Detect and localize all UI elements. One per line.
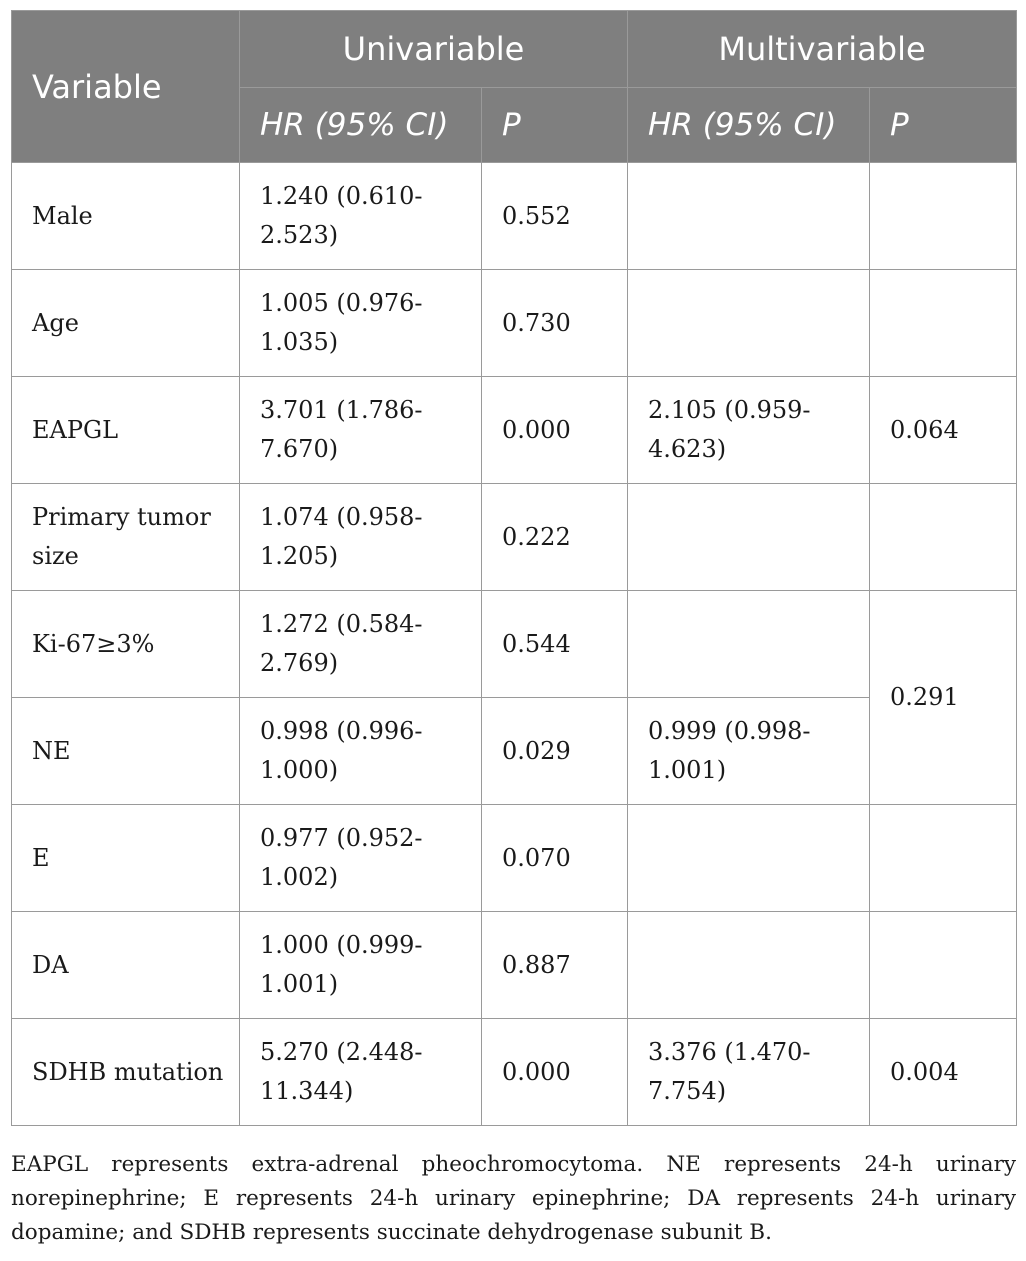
header-multi-p: P — [870, 88, 1017, 163]
cell-multi-hr: 0.999 (0.998-1.001) — [628, 698, 870, 805]
header-row-top — [12, 11, 1017, 88]
table-row — [12, 698, 1017, 805]
cox-regression-table — [11, 10, 1017, 1126]
cell-uni-hr: 1.000 (0.999-1.001) — [240, 912, 482, 1019]
cell-multi-hr — [628, 805, 870, 912]
header-uni-hr: HR (95% CI) — [240, 88, 482, 163]
header-variable: Variable — [12, 11, 240, 163]
header-uni-p: P — [482, 88, 628, 163]
cell-multi-p — [870, 270, 1017, 377]
cell-variable: Ki-67≥3% — [12, 591, 240, 698]
cell-multi-hr — [628, 591, 870, 698]
cell-variable: E — [12, 805, 240, 912]
cell-uni-p: 0.070 — [482, 805, 628, 912]
table-footnote: EAPGL represents extra-adrenal pheochromocytoma. NE represents 24-h urinary norepinephrine; E represents 24-h urinary epinephrine; DA represents 24-h urinary dopamine; and SDHB represents succinate dehydrogenase subunit B. — [11, 1152, 1016, 1245]
cell-uni-p: 0.000 — [482, 1019, 628, 1126]
table-row — [12, 591, 1017, 698]
cell-uni-hr: 0.977 (0.952-1.002) — [240, 805, 482, 912]
cell-multi-p-merged: 0.291 — [870, 591, 1017, 805]
cell-uni-p: 0.552 — [482, 163, 628, 270]
cell-variable: SDHB mutation — [12, 1019, 240, 1126]
cell-multi-hr — [628, 270, 870, 377]
cell-multi-p: 0.064 — [870, 377, 1017, 484]
cell-uni-p: 0.730 — [482, 270, 628, 377]
table-row — [12, 484, 1017, 591]
cell-uni-hr: 1.005 (0.976-1.035) — [240, 270, 482, 377]
cell-uni-p: 0.887 — [482, 912, 628, 1019]
cell-multi-p — [870, 163, 1017, 270]
table-row — [12, 377, 1017, 484]
cell-uni-p: 0.544 — [482, 591, 628, 698]
cell-multi-hr — [628, 912, 870, 1019]
cell-uni-hr: 1.272 (0.584-2.769) — [240, 591, 482, 698]
cell-multi-hr: 3.376 (1.470-7.754) — [628, 1019, 870, 1126]
cell-variable: Primary tumor size — [12, 484, 240, 591]
cell-uni-p: 0.000 — [482, 377, 628, 484]
cell-uni-p: 0.029 — [482, 698, 628, 805]
table-row — [12, 163, 1017, 270]
cell-variable: EAPGL — [12, 377, 240, 484]
cell-multi-hr — [628, 484, 870, 591]
table-row — [12, 805, 1017, 912]
cell-variable: DA — [12, 912, 240, 1019]
cell-uni-hr: 1.074 (0.958-1.205) — [240, 484, 482, 591]
cell-multi-hr — [628, 163, 870, 270]
cell-variable: Male — [12, 163, 240, 270]
header-univariable: Univariable — [240, 11, 628, 88]
table-container — [11, 10, 1016, 1126]
header-multi-hr: HR (95% CI) — [628, 88, 870, 163]
table-row — [12, 270, 1017, 377]
cell-variable: NE — [12, 698, 240, 805]
cell-multi-hr: 2.105 (0.959-4.623) — [628, 377, 870, 484]
cell-variable: Age — [12, 270, 240, 377]
cell-uni-hr: 0.998 (0.996-1.000) — [240, 698, 482, 805]
table-row — [12, 912, 1017, 1019]
cell-multi-p — [870, 484, 1017, 591]
cell-multi-p: 0.004 — [870, 1019, 1017, 1126]
cell-multi-p — [870, 912, 1017, 1019]
cell-multi-p — [870, 805, 1017, 912]
cell-uni-hr: 3.701 (1.786-7.670) — [240, 377, 482, 484]
cell-uni-hr: 1.240 (0.610-2.523) — [240, 163, 482, 270]
cell-uni-p: 0.222 — [482, 484, 628, 591]
cell-uni-hr: 5.270 (2.448-11.344) — [240, 1019, 482, 1126]
table-row — [12, 1019, 1017, 1126]
header-multivariable: Multivariable — [628, 11, 1017, 88]
